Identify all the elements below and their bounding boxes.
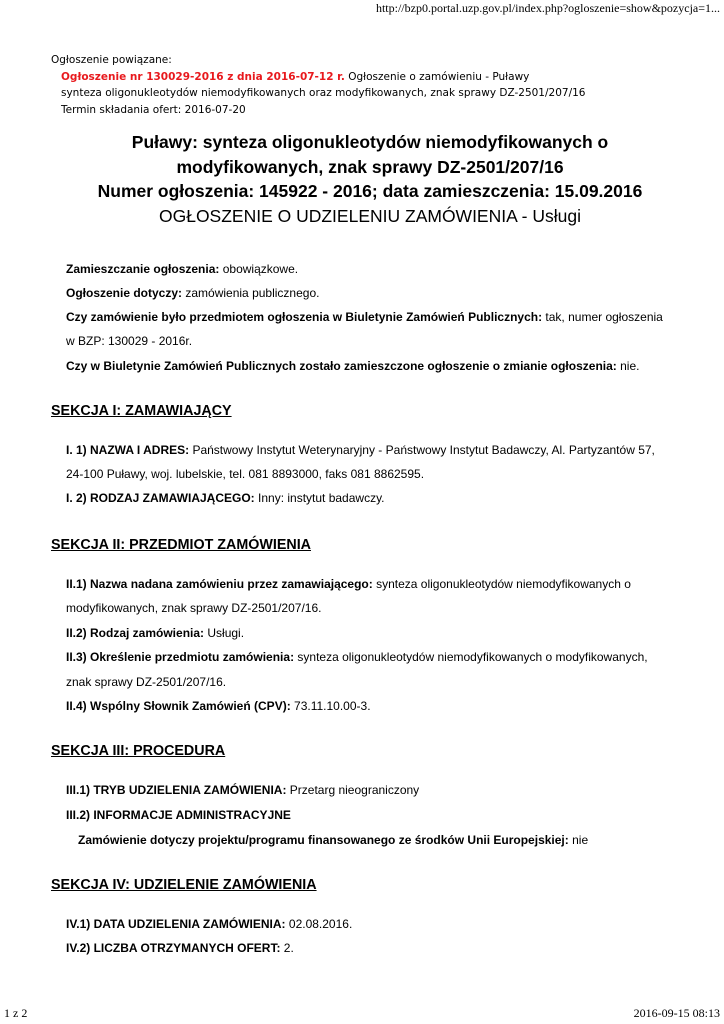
offers-count: IV.2) LICZBA OTRZYMANYCH OFERT: 2. xyxy=(66,941,294,955)
print-footer-page: 1 z 2 xyxy=(4,1006,28,1020)
notice-title-block xyxy=(40,130,700,228)
section-4-title: SEKCJA IV: UDZIELENIE ZAMÓWIENIA xyxy=(51,877,317,893)
award-date: IV.1) DATA UDZIELENIA ZAMÓWIENIA: 02.08.2016. xyxy=(66,917,353,931)
eu-funding: Zamówienie dotyczy projektu/programu finansowanego ze środków Unii Europejskiej: nie xyxy=(78,833,589,847)
contract-subject: II.3) Określenie przedmiotu zamówienia: synteza oligonukleotydów niemodyfikowanych o modyfikowanych, xyxy=(66,650,648,664)
contract-type: II.2) Rodzaj zamówienia: Usługi. xyxy=(66,626,245,640)
bzp-change-notice: Czy w Biuletynie Zamówień Publicznych zostało zamieszczone ogłoszenie o zmianie ogłoszenia: nie. xyxy=(66,359,640,373)
related-deadline: Termin składania ofert: 2016-07-20 xyxy=(61,103,246,116)
related-heading: Ogłoszenie powiązane: xyxy=(51,54,172,66)
related-notice xyxy=(51,52,585,118)
related-line-2: synteza oligonukleotydów niemodyfikowanych oraz modyfikowanych, znak sprawy DZ-2501/207/16 xyxy=(61,87,586,99)
contract-name: II.1) Nazwa nadana zamówieniu przez zamawiającego: synteza oligonukleotydów niemodyfikowanych o xyxy=(66,577,631,591)
print-footer-datetime: 2016-09-15 08:13 xyxy=(633,1006,720,1020)
contracting-type: I. 2) RODZAJ ZAMAWIAJĄCEGO: Inny: instytut badawczy. xyxy=(66,491,385,505)
notice-number-line: Numer ogłoszenia: 145922 - 2016; data zamieszczenia: 15.09.2016 xyxy=(97,181,643,201)
cpv-code: II.4) Wspólny Słownik Zamówień (CPV): 73.11.10.00-3. xyxy=(66,699,371,713)
award-procedure: III.1) TRYB UDZIELENIA ZAMÓWIENIA: Przetarg nieograniczony xyxy=(66,783,420,797)
print-header-url: http://bzp0.portal.uzp.gov.pl/index.php?ogloszenie=show&pozycja=1... xyxy=(375,1,720,15)
notice-title-line-1: Puławy: synteza oligonukleotydów niemodyfikowanych o xyxy=(131,132,609,152)
contracting-name-address: I. 1) NAZWA I ADRES: Państwowy Instytut Weterynaryjny - Państwowy Instytut Badawczy, Al. Partyzantów 57, xyxy=(66,443,655,457)
section-3-title: SEKCJA III: PROCEDURA xyxy=(51,743,226,759)
related-notice-link[interactable]: Ogłoszenie nr 130029-2016 z dnia 2016-07-12 r. xyxy=(61,70,345,83)
contract-name-cont: modyfikowanych, znak sprawy DZ-2501/207/16. xyxy=(66,601,322,615)
bzp-published-cont: w BZP: 130029 - 2016r. xyxy=(66,334,193,348)
related-line-1 xyxy=(51,69,585,86)
contract-subject-cont: znak sprawy DZ-2501/207/16. xyxy=(66,675,227,689)
bzp-published: Czy zamówienie było przedmiotem ogłoszenia w Biuletynie Zamówień Publicznych: tak, numer ogłoszenia xyxy=(66,310,663,324)
contracting-address-cont: 24-100 Puławy, woj. lubelskie, tel. 081 8893000, faks 081 8862595. xyxy=(66,467,425,481)
related-line1-rest: Ogłoszenie o zamówieniu - Puławy xyxy=(344,70,530,83)
section-1-title: SEKCJA I: ZAMAWIAJĄCY xyxy=(51,403,232,419)
notice-type: OGŁOSZENIE O UDZIELENIU ZAMÓWIENIA - Usługi xyxy=(158,205,581,226)
posting-mode: Zamieszczanie ogłoszenia: obowiązkowe. xyxy=(66,262,299,276)
section-2-title: SEKCJA II: PRZEDMIOT ZAMÓWIENIA xyxy=(51,537,311,553)
admin-info: III.2) INFORMACJE ADMINISTRACYJNE xyxy=(66,808,291,822)
notice-title-line-2: modyfikowanych, znak sprawy DZ-2501/207/16 xyxy=(176,156,564,177)
notice-concerns: Ogłoszenie dotyczy: zamówienia publicznego. xyxy=(66,286,320,300)
